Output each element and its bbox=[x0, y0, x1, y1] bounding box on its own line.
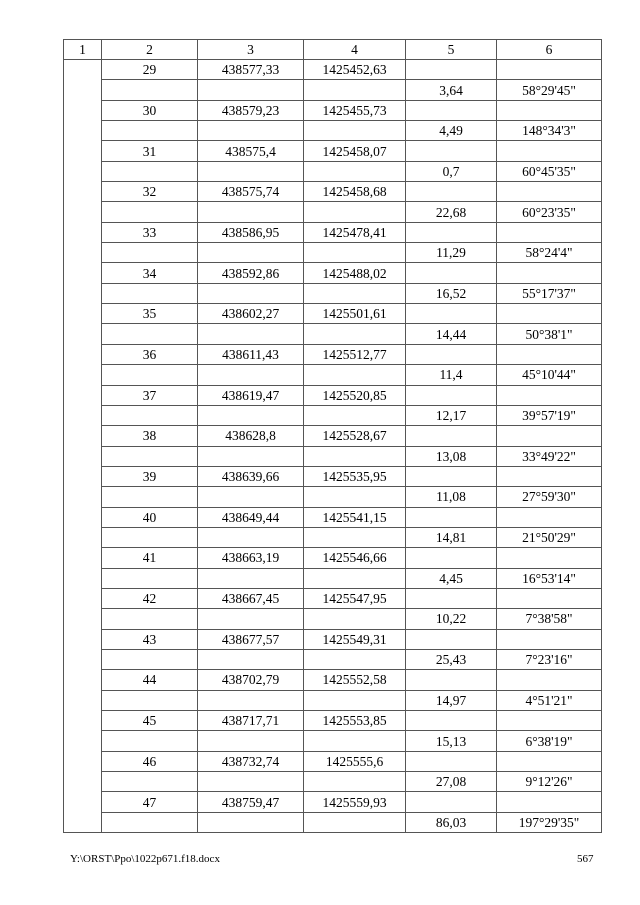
empty-number-cell bbox=[102, 487, 198, 507]
empty-number-cell bbox=[102, 365, 198, 385]
empty-length-cell bbox=[406, 344, 497, 364]
empty-angle-cell bbox=[497, 141, 602, 161]
empty-y-cell bbox=[304, 121, 406, 141]
column-header-1: 1 bbox=[64, 40, 102, 60]
x-coordinate-cell: 438575,4 bbox=[198, 141, 304, 161]
segment-length-cell: 14,44 bbox=[406, 324, 497, 344]
x-coordinate-cell: 438602,27 bbox=[198, 304, 304, 324]
segment-length-cell: 14,97 bbox=[406, 690, 497, 710]
empty-number-cell bbox=[102, 283, 198, 303]
table-row-point bbox=[64, 385, 602, 405]
table-row-segment bbox=[64, 121, 602, 141]
empty-x-cell bbox=[198, 324, 304, 344]
segment-length-cell: 16,52 bbox=[406, 283, 497, 303]
empty-angle-cell bbox=[497, 588, 602, 608]
point-number-cell: 31 bbox=[102, 141, 198, 161]
direction-angle-cell: 21°50'29" bbox=[497, 527, 602, 547]
empty-length-cell bbox=[406, 711, 497, 731]
column-header-4: 4 bbox=[304, 40, 406, 60]
point-number-cell: 36 bbox=[102, 344, 198, 364]
table-row-segment bbox=[64, 609, 602, 629]
empty-angle-cell bbox=[497, 548, 602, 568]
point-number-cell: 45 bbox=[102, 711, 198, 731]
column-header-6: 6 bbox=[497, 40, 602, 60]
empty-length-cell bbox=[406, 100, 497, 120]
segment-length-cell: 11,08 bbox=[406, 487, 497, 507]
x-coordinate-cell: 438611,43 bbox=[198, 344, 304, 364]
y-coordinate-cell: 1425546,66 bbox=[304, 548, 406, 568]
empty-x-cell bbox=[198, 283, 304, 303]
empty-length-cell bbox=[406, 385, 497, 405]
point-number-cell: 41 bbox=[102, 548, 198, 568]
table-row-point bbox=[64, 60, 602, 80]
empty-number-cell bbox=[102, 609, 198, 629]
empty-y-cell bbox=[304, 812, 406, 832]
empty-length-cell bbox=[406, 507, 497, 527]
empty-length-cell bbox=[406, 182, 497, 202]
point-number-cell: 46 bbox=[102, 751, 198, 771]
empty-y-cell bbox=[304, 283, 406, 303]
table-row-segment bbox=[64, 568, 602, 588]
table-row-point bbox=[64, 548, 602, 568]
empty-number-cell bbox=[102, 731, 198, 751]
column-header-2: 2 bbox=[102, 40, 198, 60]
table-row-segment bbox=[64, 80, 602, 100]
direction-angle-cell: 6°38'19" bbox=[497, 731, 602, 751]
segment-length-cell: 86,03 bbox=[406, 812, 497, 832]
x-coordinate-cell: 438649,44 bbox=[198, 507, 304, 527]
segment-length-cell: 4,49 bbox=[406, 121, 497, 141]
segment-length-cell: 13,08 bbox=[406, 446, 497, 466]
table-row-segment bbox=[64, 487, 602, 507]
y-coordinate-cell: 1425520,85 bbox=[304, 385, 406, 405]
segment-length-cell: 15,13 bbox=[406, 731, 497, 751]
empty-number-cell bbox=[102, 446, 198, 466]
table-row-segment bbox=[64, 649, 602, 669]
empty-y-cell bbox=[304, 405, 406, 425]
empty-length-cell bbox=[406, 60, 497, 80]
column-header-3: 3 bbox=[198, 40, 304, 60]
table-row-segment bbox=[64, 812, 602, 832]
empty-y-cell bbox=[304, 446, 406, 466]
table-row-segment bbox=[64, 202, 602, 222]
point-number-cell: 39 bbox=[102, 466, 198, 486]
footer-file-path: Y:\ORST\Ppo\1022p671.f18.docx bbox=[70, 853, 220, 865]
table-row-segment bbox=[64, 161, 602, 181]
empty-number-cell bbox=[102, 243, 198, 263]
y-coordinate-cell: 1425535,95 bbox=[304, 466, 406, 486]
table-row-segment bbox=[64, 731, 602, 751]
direction-angle-cell: 45°10'44" bbox=[497, 365, 602, 385]
x-coordinate-cell: 438579,23 bbox=[198, 100, 304, 120]
direction-angle-cell: 4°51'21" bbox=[497, 690, 602, 710]
table-row-point bbox=[64, 222, 602, 242]
empty-x-cell bbox=[198, 649, 304, 669]
point-number-cell: 29 bbox=[102, 60, 198, 80]
x-coordinate-cell: 438663,19 bbox=[198, 548, 304, 568]
table-row-segment bbox=[64, 405, 602, 425]
y-coordinate-cell: 1425488,02 bbox=[304, 263, 406, 283]
point-number-cell: 40 bbox=[102, 507, 198, 527]
table-row-point bbox=[64, 141, 602, 161]
empty-y-cell bbox=[304, 243, 406, 263]
y-coordinate-cell: 1425547,95 bbox=[304, 588, 406, 608]
empty-length-cell bbox=[406, 588, 497, 608]
x-coordinate-cell: 438619,47 bbox=[198, 385, 304, 405]
y-coordinate-cell: 1425549,31 bbox=[304, 629, 406, 649]
x-coordinate-cell: 438575,74 bbox=[198, 182, 304, 202]
segment-length-cell: 4,45 bbox=[406, 568, 497, 588]
y-coordinate-cell: 1425552,58 bbox=[304, 670, 406, 690]
empty-length-cell bbox=[406, 466, 497, 486]
empty-number-cell bbox=[102, 121, 198, 141]
empty-angle-cell bbox=[497, 507, 602, 527]
point-number-cell: 32 bbox=[102, 182, 198, 202]
empty-length-cell bbox=[406, 548, 497, 568]
table-row-segment bbox=[64, 446, 602, 466]
direction-angle-cell: 197°29'35" bbox=[497, 812, 602, 832]
x-coordinate-cell: 438717,71 bbox=[198, 711, 304, 731]
point-number-cell: 30 bbox=[102, 100, 198, 120]
empty-length-cell bbox=[406, 792, 497, 812]
empty-y-cell bbox=[304, 690, 406, 710]
empty-number-cell bbox=[102, 161, 198, 181]
empty-angle-cell bbox=[497, 792, 602, 812]
empty-length-cell bbox=[406, 222, 497, 242]
table-body bbox=[64, 60, 602, 833]
empty-angle-cell bbox=[497, 100, 602, 120]
empty-length-cell bbox=[406, 426, 497, 446]
segment-length-cell: 0,7 bbox=[406, 161, 497, 181]
table-row-segment bbox=[64, 527, 602, 547]
y-coordinate-cell: 1425458,68 bbox=[304, 182, 406, 202]
x-coordinate-cell: 438702,79 bbox=[198, 670, 304, 690]
table-row-point bbox=[64, 711, 602, 731]
empty-x-cell bbox=[198, 772, 304, 792]
segment-length-cell: 10,22 bbox=[406, 609, 497, 629]
empty-y-cell bbox=[304, 772, 406, 792]
direction-angle-cell: 148°34'3" bbox=[497, 121, 602, 141]
column-header-5: 5 bbox=[406, 40, 497, 60]
empty-y-cell bbox=[304, 609, 406, 629]
direction-angle-cell: 7°23'16" bbox=[497, 649, 602, 669]
table-row-point bbox=[64, 100, 602, 120]
x-coordinate-cell: 438628,8 bbox=[198, 426, 304, 446]
direction-angle-cell: 27°59'30" bbox=[497, 487, 602, 507]
empty-number-cell bbox=[102, 527, 198, 547]
empty-angle-cell bbox=[497, 385, 602, 405]
empty-length-cell bbox=[406, 670, 497, 690]
y-coordinate-cell: 1425512,77 bbox=[304, 344, 406, 364]
direction-angle-cell: 16°53'14" bbox=[497, 568, 602, 588]
y-coordinate-cell: 1425455,73 bbox=[304, 100, 406, 120]
empty-number-cell bbox=[102, 772, 198, 792]
empty-x-cell bbox=[198, 161, 304, 181]
point-number-cell: 44 bbox=[102, 670, 198, 690]
table-row-segment bbox=[64, 690, 602, 710]
empty-number-cell bbox=[102, 690, 198, 710]
empty-angle-cell bbox=[497, 304, 602, 324]
merged-column-1-cell bbox=[64, 60, 102, 833]
empty-number-cell bbox=[102, 649, 198, 669]
empty-x-cell bbox=[198, 527, 304, 547]
empty-angle-cell bbox=[497, 263, 602, 283]
empty-number-cell bbox=[102, 324, 198, 344]
table-row-point bbox=[64, 629, 602, 649]
empty-angle-cell bbox=[497, 466, 602, 486]
point-number-cell: 43 bbox=[102, 629, 198, 649]
direction-angle-cell: 50°38'1" bbox=[497, 324, 602, 344]
empty-angle-cell bbox=[497, 670, 602, 690]
segment-length-cell: 25,43 bbox=[406, 649, 497, 669]
table-row-point bbox=[64, 304, 602, 324]
y-coordinate-cell: 1425559,93 bbox=[304, 792, 406, 812]
footer-page-number: 567 bbox=[577, 853, 594, 865]
segment-length-cell: 14,81 bbox=[406, 527, 497, 547]
empty-number-cell bbox=[102, 202, 198, 222]
x-coordinate-cell: 438586,95 bbox=[198, 222, 304, 242]
empty-x-cell bbox=[198, 365, 304, 385]
table-row-point bbox=[64, 263, 602, 283]
empty-x-cell bbox=[198, 812, 304, 832]
direction-angle-cell: 58°24'4" bbox=[497, 243, 602, 263]
empty-x-cell bbox=[198, 568, 304, 588]
x-coordinate-cell: 438759,47 bbox=[198, 792, 304, 812]
empty-angle-cell bbox=[497, 182, 602, 202]
empty-x-cell bbox=[198, 405, 304, 425]
point-number-cell: 37 bbox=[102, 385, 198, 405]
empty-angle-cell bbox=[497, 629, 602, 649]
direction-angle-cell: 9°12'26" bbox=[497, 772, 602, 792]
empty-number-cell bbox=[102, 405, 198, 425]
table-row-segment bbox=[64, 324, 602, 344]
empty-x-cell bbox=[198, 121, 304, 141]
direction-angle-cell: 39°57'19" bbox=[497, 405, 602, 425]
segment-length-cell: 12,17 bbox=[406, 405, 497, 425]
direction-angle-cell: 58°29'45" bbox=[497, 80, 602, 100]
empty-x-cell bbox=[198, 446, 304, 466]
table-row-segment bbox=[64, 283, 602, 303]
direction-angle-cell: 60°45'35" bbox=[497, 161, 602, 181]
empty-angle-cell bbox=[497, 344, 602, 364]
y-coordinate-cell: 1425553,85 bbox=[304, 711, 406, 731]
segment-length-cell: 27,08 bbox=[406, 772, 497, 792]
empty-angle-cell bbox=[497, 222, 602, 242]
empty-x-cell bbox=[198, 609, 304, 629]
empty-y-cell bbox=[304, 487, 406, 507]
empty-length-cell bbox=[406, 629, 497, 649]
point-number-cell: 34 bbox=[102, 263, 198, 283]
empty-length-cell bbox=[406, 263, 497, 283]
direction-angle-cell: 60°23'35" bbox=[497, 202, 602, 222]
point-number-cell: 42 bbox=[102, 588, 198, 608]
table-row-point bbox=[64, 792, 602, 812]
empty-x-cell bbox=[198, 731, 304, 751]
empty-x-cell bbox=[198, 202, 304, 222]
table-row-point bbox=[64, 182, 602, 202]
empty-y-cell bbox=[304, 731, 406, 751]
y-coordinate-cell: 1425528,67 bbox=[304, 426, 406, 446]
point-number-cell: 33 bbox=[102, 222, 198, 242]
empty-length-cell bbox=[406, 304, 497, 324]
empty-x-cell bbox=[198, 80, 304, 100]
table-row-segment bbox=[64, 365, 602, 385]
table-row-point bbox=[64, 466, 602, 486]
x-coordinate-cell: 438592,86 bbox=[198, 263, 304, 283]
empty-angle-cell bbox=[497, 426, 602, 446]
empty-y-cell bbox=[304, 649, 406, 669]
point-number-cell: 47 bbox=[102, 792, 198, 812]
table-row-point bbox=[64, 426, 602, 446]
empty-y-cell bbox=[304, 161, 406, 181]
empty-x-cell bbox=[198, 243, 304, 263]
direction-angle-cell: 7°38'58" bbox=[497, 609, 602, 629]
y-coordinate-cell: 1425478,41 bbox=[304, 222, 406, 242]
x-coordinate-cell: 438639,66 bbox=[198, 466, 304, 486]
point-number-cell: 38 bbox=[102, 426, 198, 446]
segment-length-cell: 11,29 bbox=[406, 243, 497, 263]
empty-angle-cell bbox=[497, 711, 602, 731]
x-coordinate-cell: 438677,57 bbox=[198, 629, 304, 649]
direction-angle-cell: 55°17'37" bbox=[497, 283, 602, 303]
direction-angle-cell: 33°49'22" bbox=[497, 446, 602, 466]
segment-length-cell: 22,68 bbox=[406, 202, 497, 222]
empty-y-cell bbox=[304, 527, 406, 547]
table-row-point bbox=[64, 670, 602, 690]
table-row-point bbox=[64, 507, 602, 527]
empty-number-cell bbox=[102, 812, 198, 832]
table-row-segment bbox=[64, 243, 602, 263]
empty-x-cell bbox=[198, 487, 304, 507]
x-coordinate-cell: 438732,74 bbox=[198, 751, 304, 771]
empty-length-cell bbox=[406, 141, 497, 161]
x-coordinate-cell: 438667,45 bbox=[198, 588, 304, 608]
point-number-cell: 35 bbox=[102, 304, 198, 324]
empty-angle-cell bbox=[497, 60, 602, 80]
y-coordinate-cell: 1425541,15 bbox=[304, 507, 406, 527]
empty-angle-cell bbox=[497, 751, 602, 771]
segment-length-cell: 3,64 bbox=[406, 80, 497, 100]
segment-length-cell: 11,4 bbox=[406, 365, 497, 385]
x-coordinate-cell: 438577,33 bbox=[198, 60, 304, 80]
empty-number-cell bbox=[102, 80, 198, 100]
y-coordinate-cell: 1425452,63 bbox=[304, 60, 406, 80]
header-row bbox=[64, 40, 602, 60]
y-coordinate-cell: 1425458,07 bbox=[304, 141, 406, 161]
y-coordinate-cell: 1425501,61 bbox=[304, 304, 406, 324]
empty-y-cell bbox=[304, 365, 406, 385]
table-row-segment bbox=[64, 772, 602, 792]
empty-y-cell bbox=[304, 80, 406, 100]
empty-x-cell bbox=[198, 690, 304, 710]
empty-y-cell bbox=[304, 324, 406, 344]
coordinates-table bbox=[63, 39, 602, 833]
empty-number-cell bbox=[102, 568, 198, 588]
table-row-point bbox=[64, 344, 602, 364]
empty-y-cell bbox=[304, 202, 406, 222]
empty-length-cell bbox=[406, 751, 497, 771]
table-row-point bbox=[64, 751, 602, 771]
table-row-point bbox=[64, 588, 602, 608]
empty-y-cell bbox=[304, 568, 406, 588]
y-coordinate-cell: 1425555,6 bbox=[304, 751, 406, 771]
